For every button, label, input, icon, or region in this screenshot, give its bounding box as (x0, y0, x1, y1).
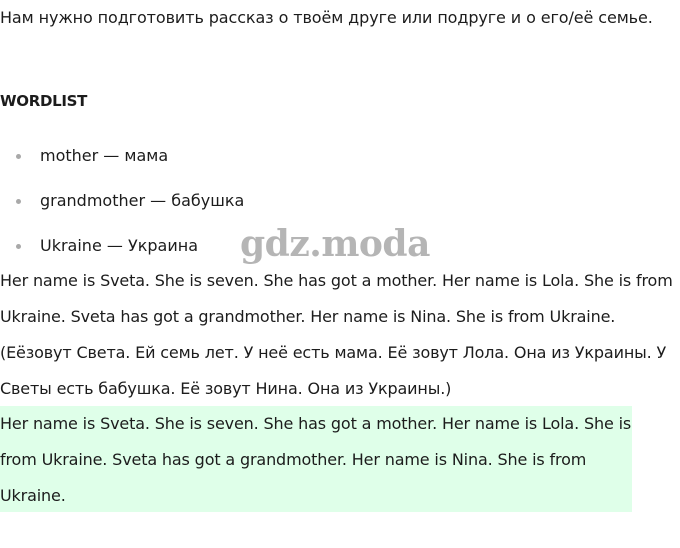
bullet-icon (16, 199, 21, 204)
bullet-icon (16, 154, 21, 159)
list-item-text: mother — мама (40, 146, 169, 165)
story-english: Her name is Sveta. She is seven. She has got a mother. Her name is Lola. She is from Ukraine. Sveta has got a grandmother. Her name is Nina. She is from Ukraine. (0, 271, 673, 326)
list-item (0, 185, 244, 230)
list-item-text: Ukraine — Украина (40, 236, 198, 255)
answer-text: Her name is Sveta. She is seven. She has got a mother. Her name is Lola. She is from Ukraine. Sveta has got a grandmother. Her name is Nina. She is from Ukraine. (0, 414, 632, 505)
task-intro: Нам нужно подготовить рассказ о твоём друге или подруге и о его/её семье. (0, 8, 653, 27)
story-translation: (Еёзовут Света. Ей семь лет. У неё есть мама. Её зовут Лола. Она из Украины. У Светы есть бабушка. Её зовут Нина. Она из Украины.) (0, 343, 667, 398)
watermark-logo: gdz.moda (240, 223, 430, 265)
wordlist-heading: WORDLIST (0, 92, 88, 110)
list-item-text: grandmother — бабушка (40, 191, 245, 210)
wordlist (0, 140, 244, 275)
bullet-icon (16, 244, 21, 249)
list-item (0, 140, 244, 185)
